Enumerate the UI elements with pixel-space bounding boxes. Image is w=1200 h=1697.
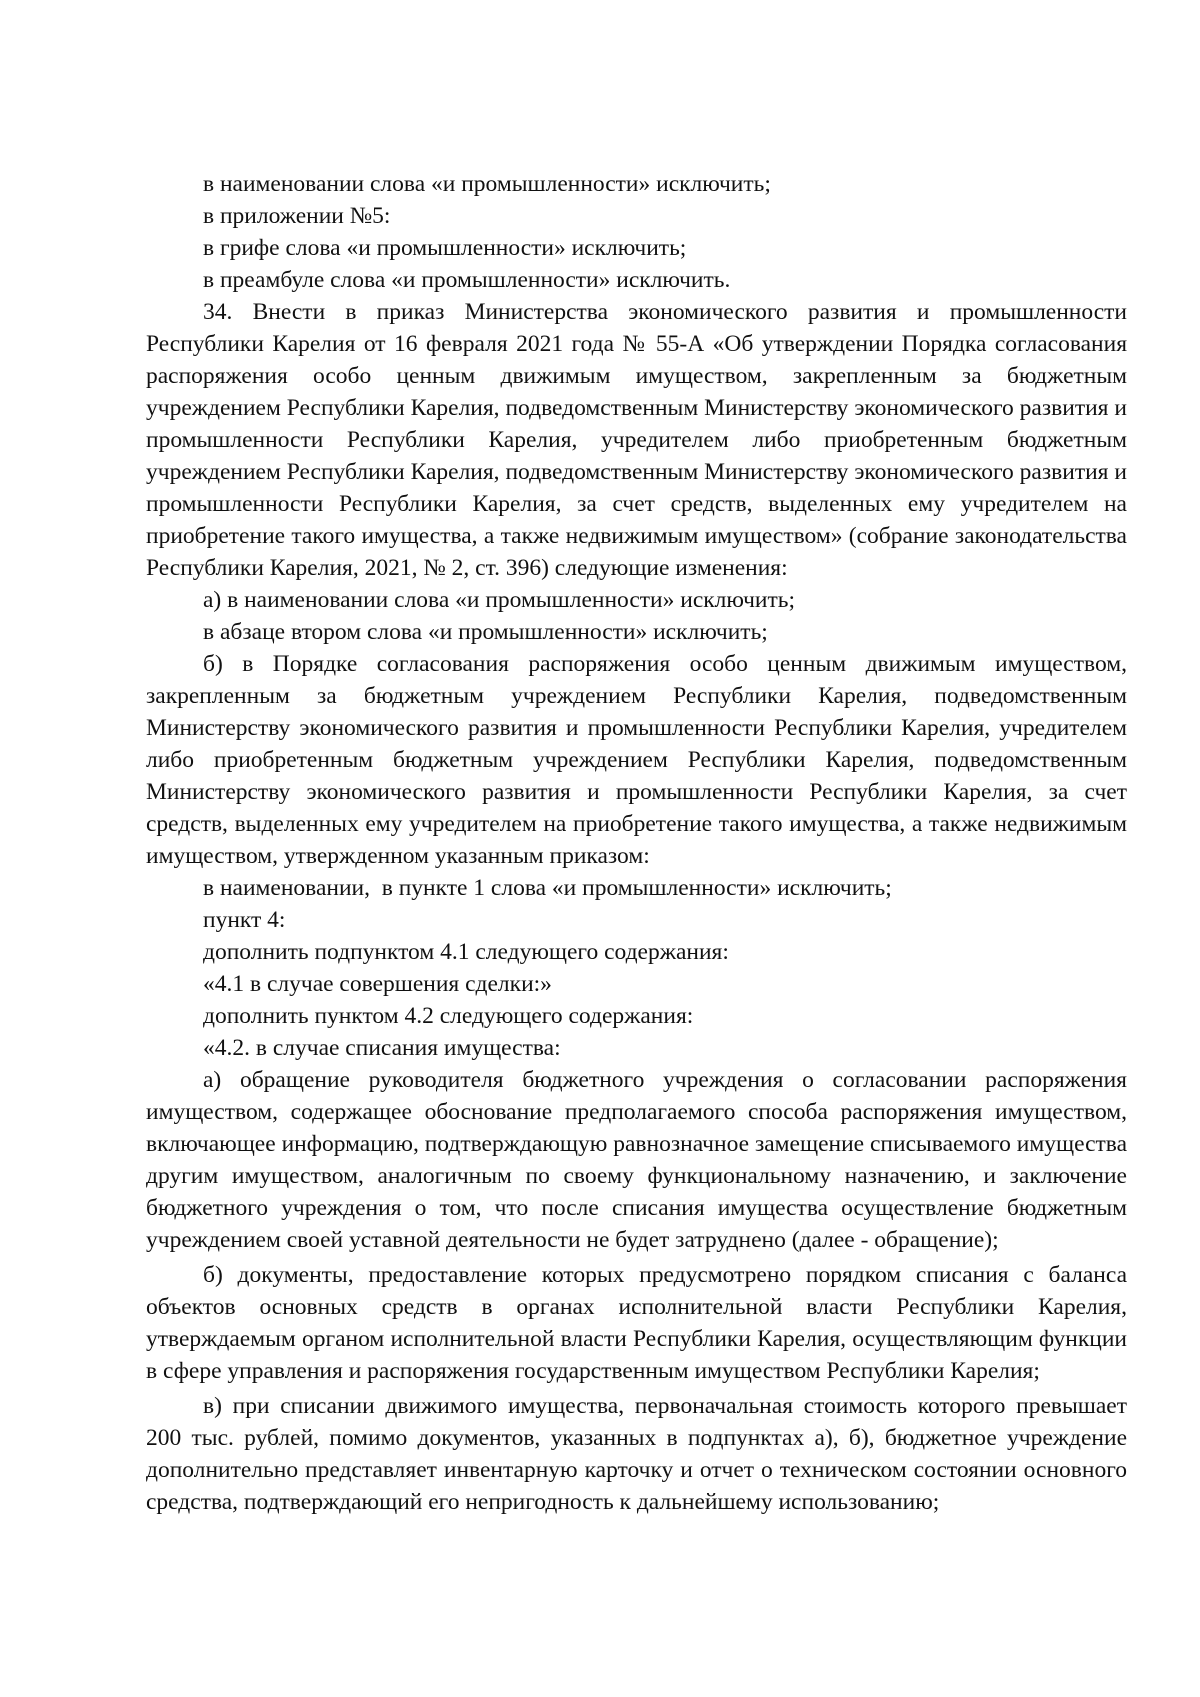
paragraph: в приложении №5: (203, 203, 391, 229)
paragraph-subitem-a: а) обращение руководителя бюджетного учреждения о согласовании распоряжения имуществом, содержащее обоснование предполагаемого способа распоряжения имуществом, включающее информацию, подтверждающую равнозначное замещение списываемого имущества другим имуществом, аналогичным по своему функциональному назначению, и заключение бюджетного учреждения о том, что после списания имущества осуществление бюджетным учреждением своей уставной деятельности не будет затруднено (далее - обращение); (146, 1067, 1133, 1253)
paragraph-subitem-b: б) документы, предоставление которых предусмотрено порядком списания с баланса объектов основных средств в органах исполнительной власти Республики Карелия, утверждаемым органом исполнительной власти Республики Карелия, осуществляющим функции в сфере управления и распоряжения государственным имуществом Республики Карелия; (146, 1262, 1133, 1384)
paragraph: в грифе слова «и промышленности» исключить; (203, 235, 687, 261)
paragraph: «4.1 в случае совершения сделки:» (203, 971, 552, 997)
document-body (146, 168, 1133, 1518)
paragraph: дополнить пунктом 4.2 следующего содержания: (203, 1003, 694, 1029)
paragraph: «4.2. в случае списания имущества: (203, 1035, 561, 1061)
paragraph: в преамбуле слова «и промышленности» исключить. (203, 267, 731, 293)
paragraph: а) в наименовании слова «и промышленности» исключить; (203, 587, 795, 613)
paragraph-item-34: 34. Внести в приказ Министерства экономического развития и промышленности Республики Карелия от 16 февраля 2021 года № 55-А «Об утверждении Порядка согласования распоряжения особо ценным движимым имуществом, закрепленным за бюджетным учреждением Республики Карелия, подведомственным Министерству экономического развития и промышленности Республики Карелия, учредителем либо приобретенным бюджетным учреждением Республики Карелия, подведомственным Министерству экономического развития и промышленности Республики Карелия, за счет средств, выделенных ему учредителем на приобретение такого имущества, а также недвижимым имуществом» (собрание законодательства Республики Карелия, 2021, № 2, ст. 396) следующие изменения: (146, 299, 1133, 581)
paragraph: в наименовании, в пункте 1 слова «и промышленности» исключить; (203, 875, 892, 901)
paragraph: пункт 4: (203, 907, 286, 933)
paragraph-subitem-v: в) при списании движимого имущества, первоначальная стоимость которого превышает 200 тыс. рублей, помимо документов, указанных в подпунктах а), б), бюджетное учреждение дополнительно представляет инвентарную карточку и отчет о техническом состоянии основного средства, подтверждающий его непригодность к дальнейшему использованию; (146, 1393, 1133, 1515)
paragraph: в абзаце втором слова «и промышленности» исключить; (203, 619, 768, 645)
paragraph: б) в Порядке согласования распоряжения особо ценным движимым имуществом, закрепленным за бюджетным учреждением Республики Карелия, подведомственным Министерству экономического развития и промышленности Республики Карелия, учредителем либо приобретенным бюджетным учреждением Республики Карелия, подведомственным Министерству экономического развития и промышленности Республики Карелия, за счет средств, выделенных ему учредителем на приобретение такого имущества, а также недвижимым имуществом, утвержденном указанным приказом: (146, 651, 1133, 869)
paragraph: в наименовании слова «и промышленности» исключить; (203, 171, 771, 197)
paragraph: дополнить подпунктом 4.1 следующего содержания: (203, 939, 729, 965)
